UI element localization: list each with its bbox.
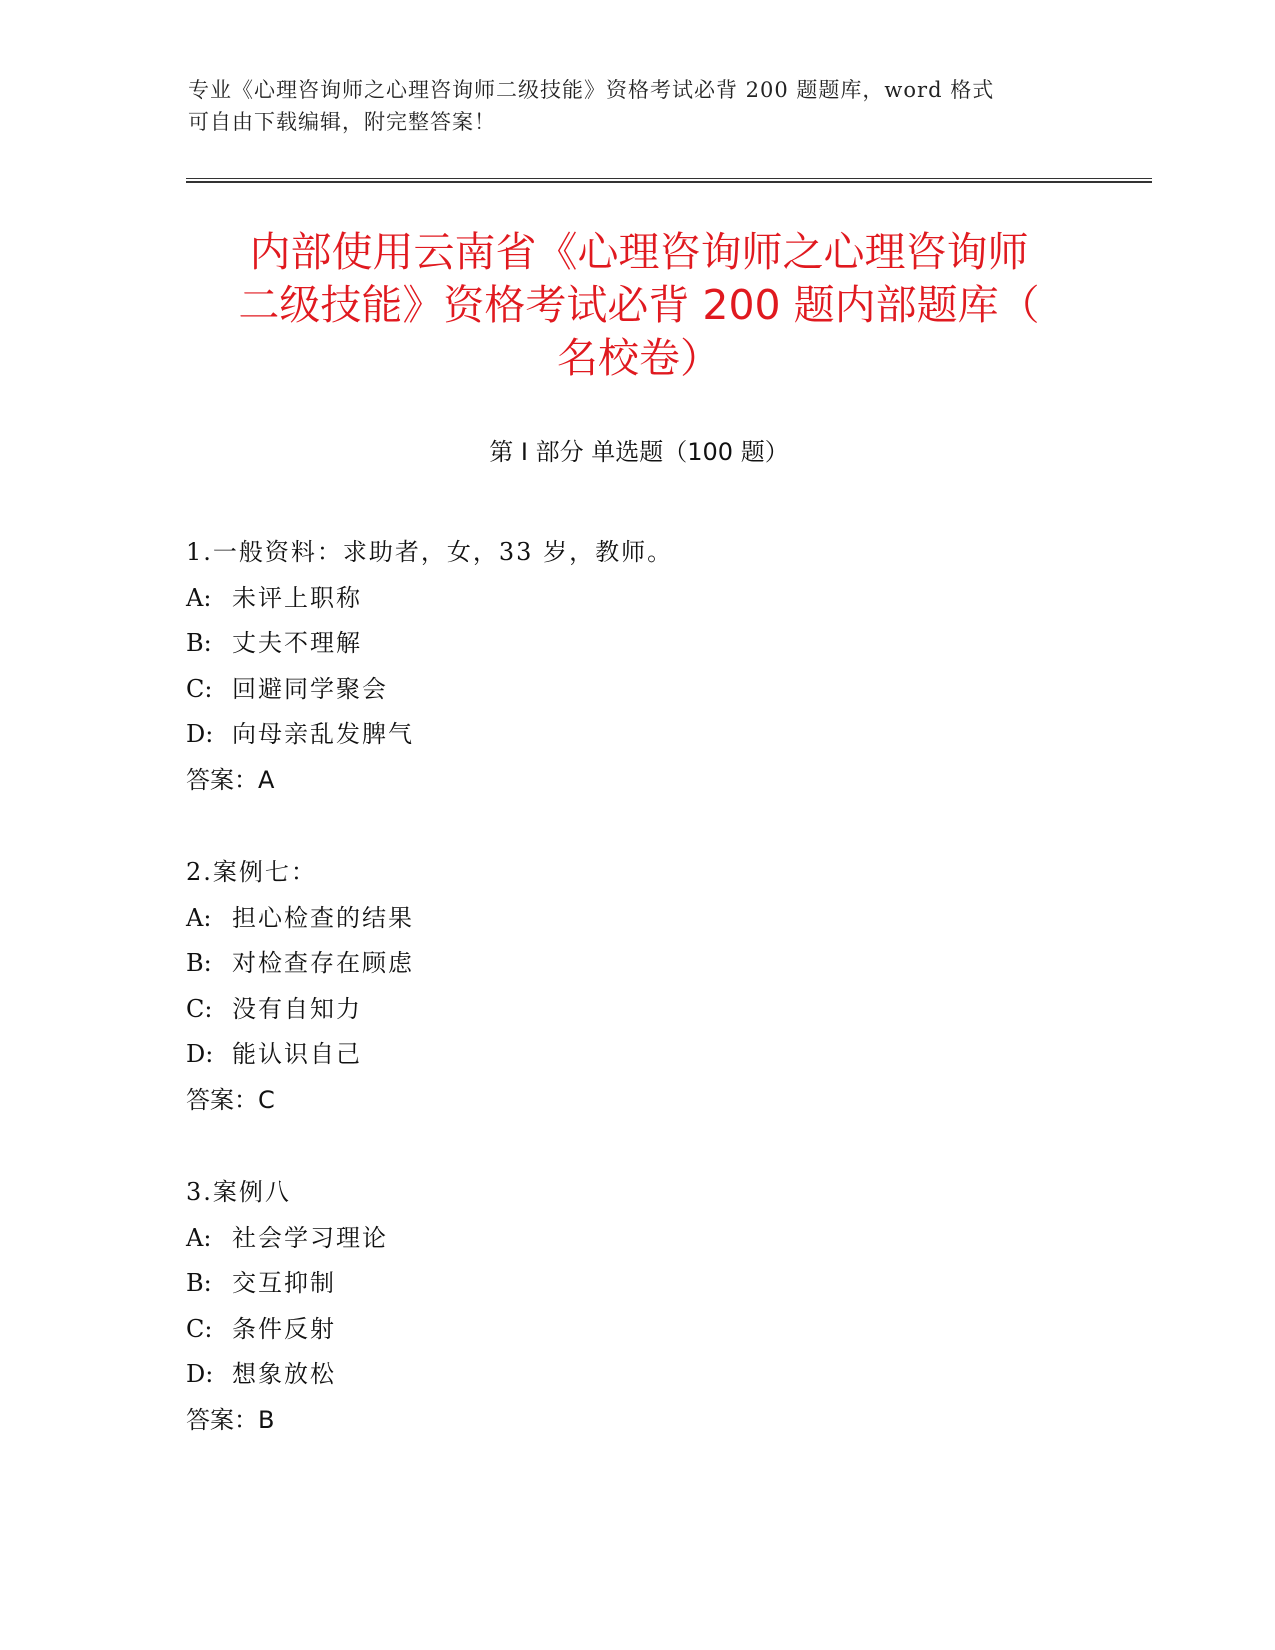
answer-label: 答案：B [186,1405,275,1434]
option-key: C: [186,674,213,703]
option-key: D: [186,1360,214,1388]
question-stem: 1.一般资料：求助者，女，33 岁，教师。 [186,538,674,566]
option-d [186,1032,1086,1078]
option-key: B: [186,629,212,657]
option-a [186,576,1086,622]
option-text: 交互抑制 [232,1269,336,1297]
option-a [186,1216,1086,1262]
option-key: C: [186,1314,213,1343]
option-d [186,1352,1086,1398]
header-divider [186,178,1152,183]
option-d [186,712,1086,758]
option-a [186,896,1086,942]
section-title: 第 I 部分 单选题（100 题） [489,438,789,466]
option-key: D: [186,720,214,748]
option-text: 条件反射 [232,1314,336,1343]
option-text: 对检查存在顾虑 [232,949,414,977]
option-b [186,621,1086,667]
option-key: C: [186,994,213,1023]
option-text: 想象放松 [232,1360,336,1388]
document-title-line-3: 名校卷） [557,334,721,382]
question-item [186,1170,1086,1443]
question-stem: 2.案例七： [186,858,317,886]
option-c [186,987,1086,1033]
option-text: 担心检查的结果 [232,903,414,932]
option-key: D: [186,1040,214,1068]
option-b [186,941,1086,987]
option-key: A: [186,583,212,612]
header-note-line-1: 专业《心理咨询师之心理咨询师二级技能》资格考试必背 200 题题库，word 格式 [188,78,995,102]
question-stem: 3.案例八 [186,1178,291,1206]
option-text: 没有自知力 [232,994,362,1023]
option-key: B: [186,1269,212,1297]
header-note-line-2: 可自由下载编辑，附完整答案！ [188,110,496,134]
question-list [186,530,1086,1490]
option-key: B: [186,949,212,977]
header-note [188,74,1088,138]
document-title-line-1: 内部使用云南省《心理咨询师之心理咨询师 [249,228,1029,276]
option-text: 未评上职称 [232,583,362,612]
option-text: 能认识自己 [232,1040,362,1068]
option-text: 社会学习理论 [232,1223,388,1252]
answer-label: 答案：C [186,1085,275,1114]
option-c [186,1307,1086,1353]
option-text: 向母亲乱发脾气 [232,720,414,748]
document-title [186,226,1092,385]
option-c [186,667,1086,713]
question-item [186,530,1086,803]
document-title-line-2: 二级技能》资格考试必背 200 题内部题库（ [238,281,1040,329]
question-item [186,850,1086,1123]
option-text: 回避同学聚会 [232,674,388,703]
answer-label: 答案：A [186,765,275,794]
option-key: A: [186,903,212,932]
option-b [186,1261,1086,1307]
option-key: A: [186,1223,212,1252]
option-text: 丈夫不理解 [232,629,362,657]
